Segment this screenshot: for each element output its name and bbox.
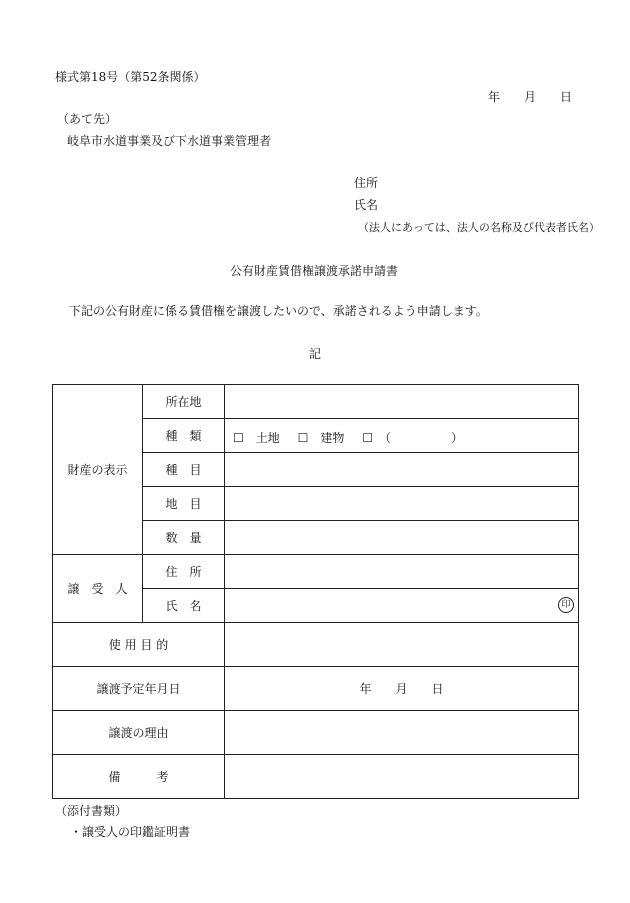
applicant-name-label: 氏名 (354, 198, 379, 212)
purpose-label: 使 用 目 的 (53, 623, 225, 667)
reason-label: 譲渡の理由 (53, 711, 225, 755)
property-group-label: 財産の表示 (53, 385, 143, 555)
addressee: 岐阜市水道事業及び下水道事業管理者 (67, 134, 272, 148)
transferee-address-label: 住 所 (143, 555, 225, 589)
document-title: 公有財産賃借権譲渡承諾申請書 (230, 264, 399, 278)
applicant-note: （法人にあっては、法人の名称及び代表者氏名） (358, 221, 600, 234)
checkbox-building[interactable]: ☐ 建物 (297, 431, 345, 445)
ki-heading: 記 (309, 347, 322, 361)
attachments-label: （添付書類） (55, 804, 128, 818)
purpose-field[interactable] (225, 623, 579, 667)
land-category-label: 地 目 (143, 487, 225, 521)
row-planned-date (53, 667, 579, 711)
kind-label: 種 類 (143, 419, 225, 453)
category-field[interactable] (225, 453, 579, 487)
checkbox-land[interactable]: ☐ 土地 (233, 431, 280, 445)
remarks-field[interactable] (225, 755, 579, 799)
transferee-name-field[interactable] (225, 589, 579, 623)
planned-date-field[interactable]: 年 月 日 (225, 667, 579, 711)
category-label: 種 目 (143, 453, 225, 487)
row-transferee-address (53, 555, 579, 589)
transferee-address-field[interactable] (225, 555, 579, 589)
land-category-field[interactable] (225, 487, 579, 521)
row-purpose (53, 623, 579, 667)
addressee-label: （あて先） (57, 112, 118, 126)
reason-field[interactable] (225, 711, 579, 755)
date-line: 年 月 日 (488, 90, 573, 104)
transferee-group-label: 譲 受 人 (53, 555, 143, 623)
kind-field (225, 419, 579, 453)
checkbox-other[interactable]: ☐ （ ） (362, 431, 463, 445)
form-number: 様式第18号（第52条関係） (55, 70, 206, 84)
attachments-item: ・譲受人の印鑑証明書 (70, 825, 191, 839)
location-label: 所在地 (143, 385, 225, 419)
applicant-address-label: 住所 (354, 176, 379, 190)
row-remarks (53, 755, 579, 799)
row-reason (53, 711, 579, 755)
body-text: 下記の公有財産に係る賃借権を譲渡したいので、承諾されるよう申請します。 (69, 304, 488, 318)
row-location (53, 385, 579, 419)
remarks-label: 備 考 (53, 755, 225, 799)
location-field[interactable] (225, 385, 579, 419)
quantity-label: 数 量 (143, 521, 225, 555)
transferee-name-label: 氏 名 (143, 589, 225, 623)
application-table (52, 384, 579, 799)
quantity-field[interactable] (225, 521, 579, 555)
seal-icon: 印 (558, 597, 574, 613)
planned-date-label: 譲渡予定年月日 (53, 667, 225, 711)
